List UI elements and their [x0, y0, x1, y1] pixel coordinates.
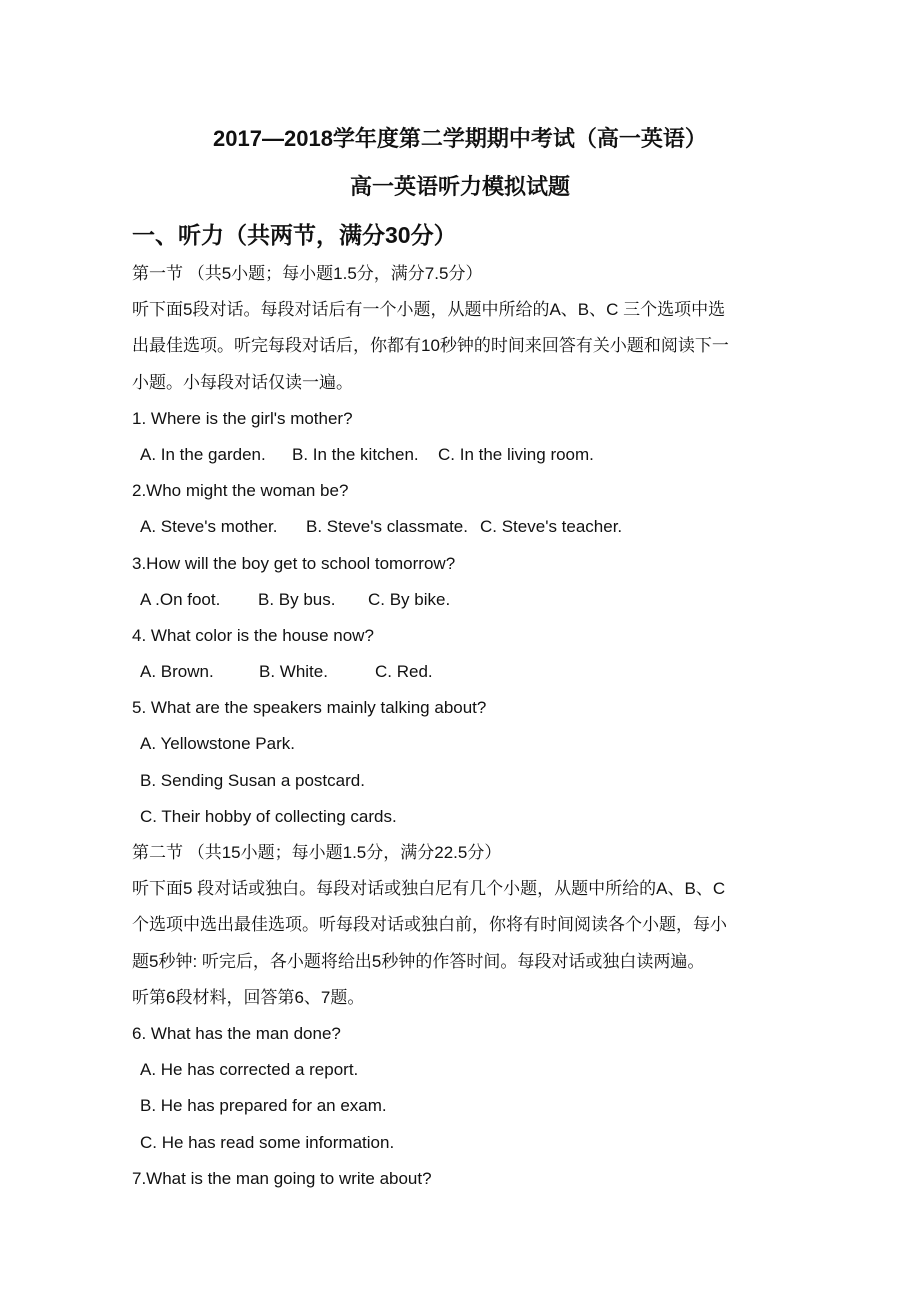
- option-c: C. Red.: [375, 662, 433, 682]
- option-a: A. Steve's mother.: [140, 517, 278, 537]
- options-row: [132, 582, 792, 618]
- option-c: C. Steve's teacher.: [480, 517, 623, 537]
- question: 4. What color is the house now?: [132, 625, 374, 645]
- option-a: A. He has corrected a report.: [140, 1060, 359, 1080]
- document-title: 2017—2018学年度第二学期期中考试（高一英语）: [213, 126, 707, 151]
- instruction-line: 出最佳选项。听完每段对话后，你都有10秒钟的时间来回答有关小题和阅读下一: [132, 336, 729, 356]
- question: 6. What has the man done?: [132, 1023, 341, 1043]
- option-a: A .On foot.: [140, 589, 221, 609]
- option-c: C. He has read some information.: [140, 1132, 395, 1152]
- document-body: [132, 256, 792, 1197]
- option-a: A. Yellowstone Park.: [140, 734, 295, 754]
- option-b: B. By bus.: [258, 589, 336, 609]
- option-c: C. Their hobby of collecting cards.: [140, 806, 397, 826]
- instruction-line: 听下面5 段对话或独白。每段对话或独白尼有几个小题，从题中所给的A、B、C: [132, 879, 726, 899]
- option-b: B. White.: [259, 662, 328, 682]
- option-c: C. In the living room.: [438, 444, 594, 464]
- section-header: 第二节 （共15小题；每小题1.5分，满分22.5分）: [132, 843, 502, 862]
- option-b: B. Sending Susan a postcard.: [140, 770, 365, 790]
- instruction-line: 题5秒钟: 听完后，各小题将给出5秒钟的作答时间。每段对话或独白读两遍。: [132, 951, 705, 971]
- section-header: 第一节 （共5小题；每小题1.5分，满分7.5分）: [132, 264, 483, 283]
- option-b: B. Steve's classmate.: [306, 517, 468, 537]
- document-subtitle: 高一英语听力模拟试题: [349, 174, 570, 199]
- instruction-line: 个选项中选出最佳选项。听每段对话或独白前，你将有时间阅读各个小题，每小: [132, 915, 727, 935]
- question: 2.Who might the woman be?: [132, 481, 349, 501]
- question: 5. What are the speakers mainly talking about?: [132, 698, 487, 718]
- options-row: [132, 509, 792, 545]
- part-heading: 一、听力（共两节，满分30分）: [132, 222, 457, 248]
- options-row: [132, 437, 792, 473]
- option-a: A. Brown.: [140, 662, 214, 682]
- question: 7.What is the man going to write about?: [132, 1168, 432, 1188]
- instruction-line: 听下面5段对话。每段对话后有一个小题，从题中所给的A、B、C 三个选项中选: [132, 300, 726, 320]
- options-row: [132, 654, 792, 690]
- question: 1. Where is the girl's mother?: [132, 408, 353, 428]
- instruction-line: 小题。小每段对话仅读一遍。: [132, 372, 353, 392]
- option-b: B. He has prepared for an exam.: [140, 1096, 387, 1116]
- option-c: C. By bike.: [368, 589, 451, 609]
- instruction-line: 听第6段材料，回答第6、7题。: [132, 987, 365, 1007]
- option-b: B. In the kitchen.: [292, 444, 419, 464]
- option-a: A. In the garden.: [140, 444, 266, 464]
- question: 3.How will the boy get to school tomorrow?: [132, 553, 456, 573]
